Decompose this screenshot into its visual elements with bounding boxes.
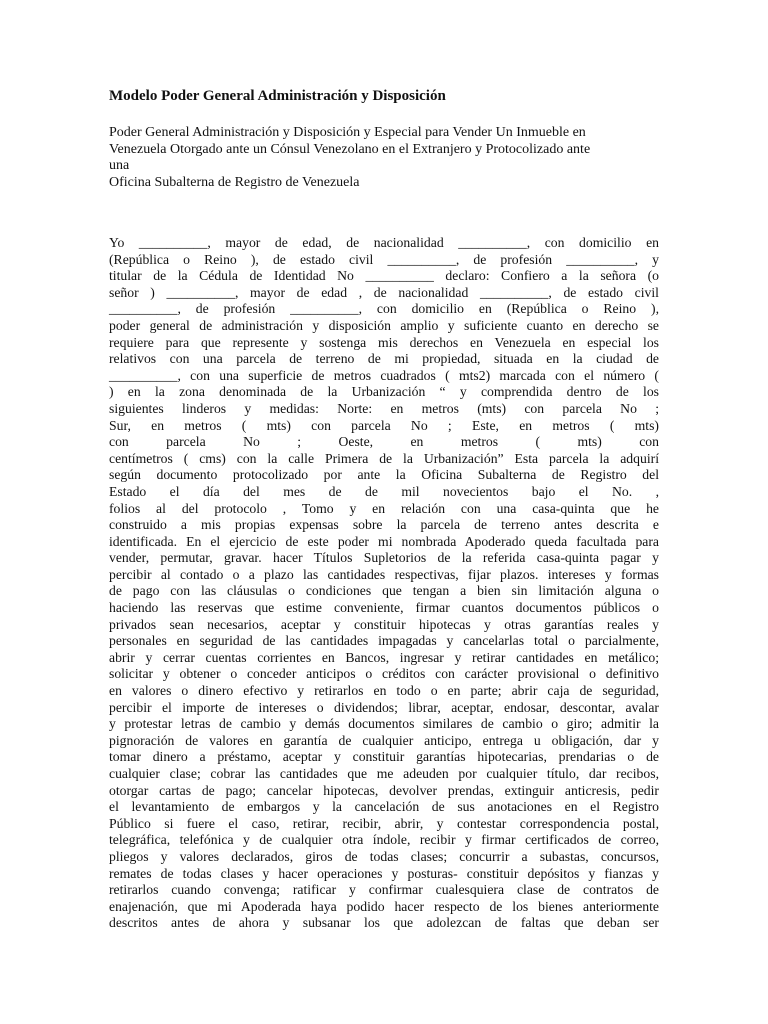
body-line: cualquier clase; cobrar las cantidades que me adeuden por cualquier título, dar recibos,	[109, 766, 659, 781]
body-line: centímetros ( cms) con la calle Primera de la Urbanización” Esta parcela la adquirí	[109, 450, 659, 466]
body-line: percibir al contado o a plazo las cantidades respectivas, fijar plazos. intereses y formas	[109, 566, 659, 582]
document-title: Modelo Poder General Administración y Disposición	[109, 88, 446, 104]
body-line: descritos antes de ahora y subsanar los que adolezcan de faltas que deban ser	[109, 915, 659, 931]
body-line: requiere para que represente y sostenga mis derechos en Venezuela en especial los	[109, 334, 659, 350]
body-line: identificada. En el ejercicio de este poder mi nombrada Apoderado queda facultada para	[109, 533, 659, 549]
body-line: poder general de administración y disposición amplio y suficiente cuanto en derecho se	[109, 317, 659, 333]
document-body	[109, 235, 659, 932]
body-line: solicitar y obtener o conceder anticipos o créditos con carácter provisional o definitivo	[109, 666, 659, 682]
body-line: de pago con las cláusulas o condiciones que tengan a bien sin limitación alguna o	[109, 583, 659, 599]
body-line: personales en seguridad de las cantidades impagadas y cancelarlas total o parcialmente,	[109, 633, 659, 649]
body-line: haciendo las reservas que estime conveniente, firmar cuantos documentos públicos o	[109, 600, 659, 616]
body-line: construido a mis propias expensas sobre la parcela de terreno antes descrita e	[109, 517, 659, 533]
body-line: y protestar letras de cambio y demás documentos similares de cambio o giro; admitir la	[109, 716, 659, 732]
document-page	[109, 86, 659, 932]
body-line: remates de todas clases y hacer operaciones y posturas- constituir depósitos y fianzas y	[109, 865, 659, 881]
body-line: titular de la Cédula de Identidad No __________ declaro: Confiero a la señora (o	[109, 268, 659, 284]
body-line: con parcela No ; Oeste, en metros ( mts) con	[109, 434, 659, 450]
body-line: según documento protocolizado por ante la Oficina Subalterna de Registro del	[109, 467, 659, 483]
subtitle-line: Oficina Subalterna de Registro de Venezuela	[109, 174, 360, 190]
body-line: relativos con una parcela de terreno de mi propiedad, situada en la ciudad de	[109, 351, 659, 367]
body-line: pliegos y valores declarados, giros de todas clases; concurrir a subastas, concursos,	[109, 848, 659, 864]
body-line: privados sean necesarios, aceptar y constituir hipotecas y otras garantías reales y	[109, 616, 659, 632]
body-line: percibir el importe de intereses o dividendos; librar, aceptar, endosar, descontar, avalar	[109, 699, 659, 715]
body-line: otorgar cartas de pago; cancelar hipotecas, devolver prendas, extinguir anticresis, pedir	[109, 782, 659, 798]
body-line: en valores o dinero efectivo y retirarlos en todo o en parte; abrir caja de seguridad,	[109, 683, 659, 699]
body-line: telegráfica, telefónica y de cualquier otra índole, recibir y firmar certificados de correo,	[109, 832, 659, 848]
body-line: Público si fuere el caso, retirar, recibir, abrir, y contestar correspondencia postal,	[109, 815, 659, 831]
subtitle-line: una	[109, 158, 130, 173]
body-line: abrir y cerrar cuentas corrientes en Bancos, ingresar y retirar cantidades en metálico;	[109, 649, 659, 665]
body-line: Estado el día del mes de de mil novecientos bajo el No. ,	[109, 483, 659, 499]
document-subtitle	[109, 125, 659, 191]
body-line: folios al del protocolo , Tomo y en relación con una casa-quinta que he	[109, 500, 659, 516]
body-line: el levantamiento de embargos y la cancelación de sus anotaciones en el Registro	[109, 799, 659, 815]
body-line: tomar dinero a préstamo, aceptar y constituir garantías hipotecarias, prendarias o de	[109, 749, 659, 765]
body-line: Sur, en metros ( mts) con parcela No ; Este, en metros ( mts)	[109, 417, 659, 433]
body-line: Yo __________, mayor de edad, de nacionalidad __________, con domicilio en	[109, 235, 659, 250]
body-line: siguientes linderos y medidas: Norte: en metros (mts) con parcela No ;	[109, 400, 659, 416]
body-line: retirarlos cuando convenga; ratificar y confirmar cualesquiera clase de contratos de	[109, 882, 659, 898]
body-line: enajenación, que mi Apoderada haya podido hacer respecto de los bienes anteriormente	[109, 898, 659, 914]
body-line: vender, permutar, gravar. hacer Títulos Supletorios de la referida casa-quinta pagar y	[109, 550, 659, 566]
body-line: ) en la zona denominada de la Urbanización “ y comprendida dentro de los	[109, 384, 659, 400]
body-line: señor ) __________, mayor de edad , de nacionalidad __________, de estado civil	[109, 284, 659, 300]
subtitle-line: Poder General Administración y Disposición y Especial para Vender Un Inmueble en	[109, 125, 586, 140]
body-line: __________, con una superficie de metros cuadrados ( mts2) marcada con el número (	[109, 367, 659, 383]
body-line: __________, de profesión __________, con domicilio en (República o Reino ),	[109, 301, 659, 317]
body-line: (República o Reino ), de estado civil __________, de profesión __________, y	[109, 251, 659, 267]
body-line: pignoración de valores en garantía de cualquier anticipo, entrega u obligación, dar y	[109, 732, 659, 748]
subtitle-line: Venezuela Otorgado ante un Cónsul Venezolano en el Extranjero y Protocolizado ante	[109, 141, 591, 157]
